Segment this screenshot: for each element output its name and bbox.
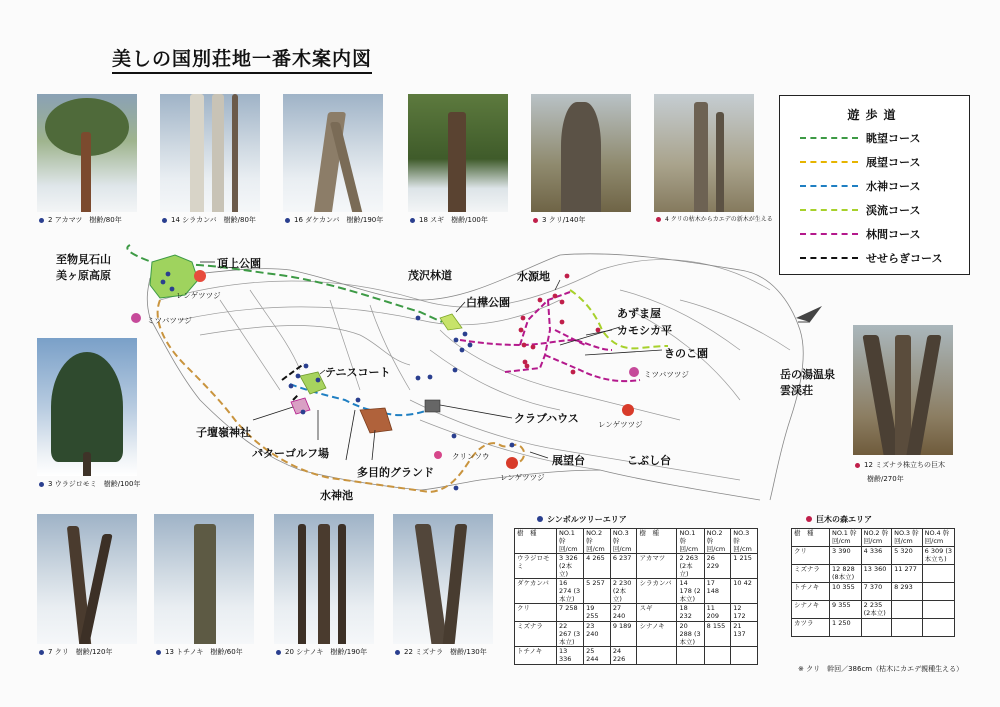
- legend-item-rinkan: 林間コース: [800, 226, 920, 242]
- place-label-clubhouse: クラブハウス: [514, 412, 579, 425]
- photo-shirakanba: 14 シラカンバ 樹齢/80年: [160, 94, 260, 226]
- place-label-unkeiso: 雲渓荘: [780, 384, 813, 397]
- photo-akamatsu: 2 アカマツ 樹齢/80年: [37, 94, 137, 226]
- legend-item-keiryu: 渓流コース: [800, 202, 920, 218]
- legend-heading: 遊歩道: [847, 108, 902, 122]
- photo-mizunara-270: 12 ミズナラ株立ちの巨木 樹齢/270年: [853, 325, 953, 485]
- flower-label-rengetsutsuji-1: レンゲツツジ: [176, 291, 221, 300]
- page-title: 美しの国別荘地一番木案内図: [112, 44, 372, 74]
- place-label-azumaya: あずま屋: [617, 307, 661, 320]
- place-label-kinoko: きのこ園: [664, 347, 708, 360]
- photo-urajiromomi: 3 ウラジロモミ 樹齢/100年: [37, 338, 137, 490]
- place-label-mosawa: 茂沢林道: [408, 269, 452, 282]
- photo-kuri-120: 7 クリ 樹齢/120年: [37, 514, 137, 658]
- giant-tree-title: 巨木の森エリア: [806, 514, 872, 525]
- place-label-suigenchi: 水源地: [517, 270, 550, 283]
- flower-label-mitsubatsutsuji-2: ミツバツツジ: [644, 370, 689, 379]
- photo-dakekanba: 16 ダケカンバ 樹齢/190年: [283, 94, 383, 226]
- place-label-summit-park: 頂上公園: [217, 257, 261, 270]
- symbol-tree-title: シンボルツリーエリア: [537, 514, 627, 525]
- photo-sugi: 18 スギ 樹齢/100年: [408, 94, 508, 226]
- place-label-monomi: 至物見石山: [56, 253, 111, 266]
- photo-shinanoki: 20 シナノキ 樹齢/190年: [274, 514, 374, 658]
- flower-label-kurinsou: クリンソウ: [452, 452, 490, 461]
- photo-kuri-140: 3 クリ/140年: [531, 94, 631, 226]
- flower-label-mitsubatsutsuji-1: ミツバツツジ: [147, 316, 192, 325]
- flower-label-rengetsutsuji-3: レンゲツツジ: [500, 473, 545, 482]
- place-label-kodamine: 子壇嶺神社: [196, 426, 251, 439]
- place-label-tennis: テニスコート: [325, 366, 391, 379]
- giant-tree-table: 樹 種 NO.1 幹回/cm NO.2 幹回/cm NO.3 幹回/cm NO.4 幹回/cm クリ 3 390 4 336 5 320 6 309 (3本立ち) ミズナラ 12 828 (8本立) 13 360 11 277 トチノキ 10 355 7 370 8 293 シナノキ 9 355 2 235 (2本立) カツラ 1 250: [791, 528, 955, 637]
- giant-tree-note: ※ クリ 幹回／386cm（枯木にカエデ親種生える）: [798, 665, 964, 673]
- place-label-tenbodai: 展望台: [552, 454, 585, 467]
- symbol-tree-table: 樹 種 NO.1 幹回/cm NO.2 幹回/cm NO.3 幹回/cm 樹 種 NO.1 幹回/cm NO.2 幹回/cm NO.3 幹回/cm ウラジロモミ 3 326 (2本立) 4 265 6 237 アカマツ 2 263 (2本立) 26 229 1 215 ダケカンバ 16 274 (3本立) 5 257 2 230 (2本立) シラカンバ 14 178 (2本立) 17 148 10 42 クリ 7 258 19 255 27 240 スギ 18 232 11 209 12 172 ミズナラ 22 267 (3本立) 23 240 9 189 シナノキ 20 288 (3本立) 8 155 21 137 トチノキ 13 336 25 244 24 226: [514, 528, 758, 665]
- photo-tochinoki: 13 トチノキ 樹齢/60年: [154, 514, 254, 658]
- legend-item-seseragi: せせらぎコース: [800, 250, 942, 266]
- place-label-kamoshika: カモシカ平: [617, 324, 672, 337]
- legend-item-suijin: 水神コース: [800, 178, 920, 194]
- place-label-shirakaba-park: 白樺公園: [466, 296, 510, 309]
- place-label-utsukushigahara: 美ヶ原高原: [56, 269, 111, 282]
- place-label-putter: パターゴルフ場: [252, 447, 329, 460]
- place-label-takenoyu: 岳の湯温泉: [780, 368, 835, 381]
- place-label-multi: 多目的グランド: [357, 466, 434, 479]
- place-label-suijin: 水神池: [320, 489, 353, 502]
- flower-label-rengetsutsuji-2: レンゲツツジ: [598, 420, 643, 429]
- legend-item-chobo: 眺望コース: [800, 130, 920, 146]
- photo-mizunara-130: 22 ミズナラ 樹齢/130年: [393, 514, 493, 658]
- place-label-kobushi: こぶし台: [627, 454, 671, 467]
- photo-kuri-kaede: 4 クリの枯木からカエデの新木が生える: [654, 94, 754, 226]
- legend-item-tenbo: 展望コース: [800, 154, 920, 170]
